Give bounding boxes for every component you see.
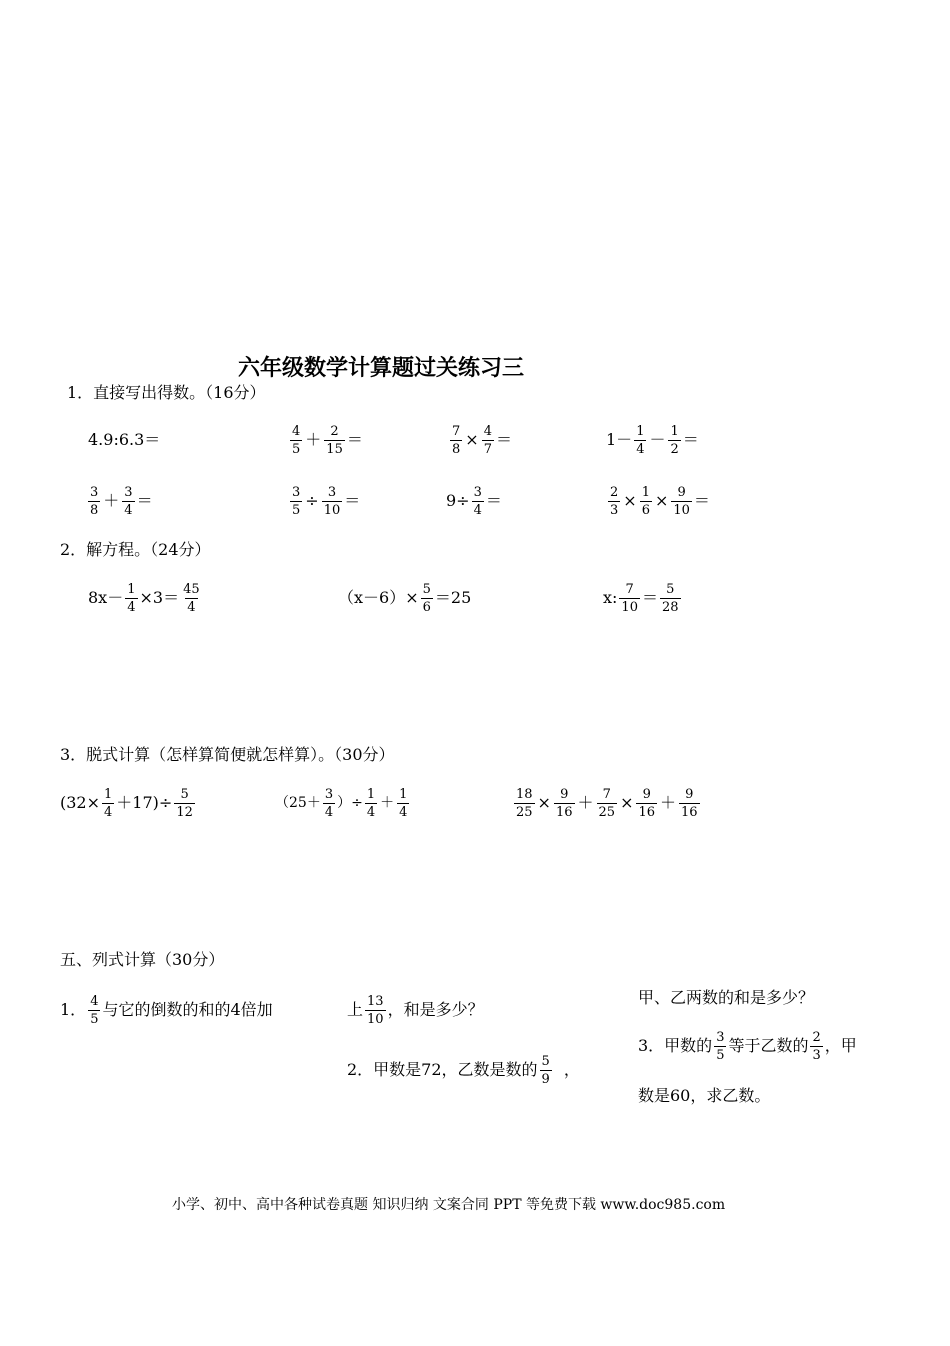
s2-eq2: （x－6）× $\frac{5}{6}$ ＝25 <box>338 581 472 615</box>
fraction: $\frac{1}{4}$ <box>366 786 376 820</box>
fraction: $\frac{4}{5}$ <box>90 993 99 1027</box>
fraction: $\frac{2}{15}$ <box>326 423 343 457</box>
fraction: $\frac{3}{4}$ <box>324 786 334 820</box>
fraction: $\frac{9}{16}$ <box>638 786 656 820</box>
s2-eq3: x: $\frac{7}{10}$ ＝ $\frac{5}{28}$ <box>603 581 679 615</box>
fraction: $\frac{1}{2}$ <box>670 423 679 457</box>
footer-text: 小学、初中、高中各种试卷真题 知识归纳 文案合同 PPT 等免费下载 www.doc985.com <box>172 1197 726 1213</box>
fraction: $\frac{9}{16}$ <box>555 786 573 820</box>
fraction: $\frac{9}{10}$ <box>673 484 690 518</box>
s3-c1: (32× $\frac{1}{4}$ ＋17)÷ $\frac{5}{12}$ <box>60 786 193 820</box>
fraction: $\frac{5}{9}$ <box>541 1053 550 1087</box>
section-2-heading: 2．解方程。（24分） <box>60 540 211 559</box>
fraction: $\frac{1}{6}$ <box>641 484 650 518</box>
fraction: $\frac{3}{5}$ <box>716 1029 725 1063</box>
s3-c3: $\frac{18}{25}$ × $\frac{9}{16}$ ＋ $\frac{7}{25}$ × $\frac{9}{16}$ ＋ $\frac{9}{16}$ <box>516 786 698 820</box>
s1-r2-e2: $\frac{3}{5}$ ÷ $\frac{3}{10}$ ＝ <box>292 484 361 518</box>
s1-r1-e1 <box>88 428 160 452</box>
fraction: $\frac{4}{7}$ <box>483 423 492 457</box>
s5-problem-3: 3．甲数的 $\frac{3}{5}$ 等于乙数的 $\frac{2}{3}$ ，甲 <box>638 1029 857 1063</box>
s5-problem-1-cont: 上 $\frac{13}{10}$ ，和是多少？ <box>347 993 484 1027</box>
fraction: $\frac{7}{8}$ <box>452 423 461 457</box>
section-1-heading: 1．直接写出得数。（16分） <box>67 383 266 402</box>
s2-eq1: 8x－ $\frac{1}{4}$ ×3＝ $\frac{45}{4}$ <box>88 581 200 615</box>
fraction: $\frac{1}{4}$ <box>127 581 136 615</box>
section-3-heading: 3．脱式计算（怎样算简便就怎样算）。（30分） <box>60 745 395 764</box>
s5-problem-2: 2．甲数是72，乙数是数的 $\frac{5}{9}$ ， <box>347 1053 580 1087</box>
fraction: $\frac{3}{8}$ <box>90 484 99 518</box>
page-title: 六年级数学计算题过关练习三 <box>238 356 525 381</box>
fraction: $\frac{5}{12}$ <box>176 786 193 820</box>
s1-r1-e3: $\frac{7}{8}$ × $\frac{4}{7}$ ＝ <box>452 423 512 457</box>
fraction: $\frac{5}{6}$ <box>422 581 431 615</box>
section-5-heading: 五、列式计算（30分） <box>60 950 225 969</box>
s3-c2: （25＋ $\frac{3}{4}$ ）÷ $\frac{1}{4}$ ＋ $\frac{1}{4}$ <box>275 786 408 820</box>
s5-problem-3-cont: 数是60，求乙数。 <box>638 1086 771 1105</box>
s1-r2-e4: $\frac{2}{3}$ × $\frac{1}{6}$ × $\frac{9}{10}$ ＝ <box>610 484 710 518</box>
fraction: $\frac{3}{10}$ <box>323 484 341 518</box>
expr-text: 4.9:6.3＝ <box>88 430 161 449</box>
fraction: $\frac{18}{25}$ <box>516 786 533 820</box>
s1-r2-e3: 9÷ $\frac{3}{4}$ ＝ <box>446 484 502 518</box>
fraction: $\frac{45}{4}$ <box>183 581 200 615</box>
fraction: $\frac{1}{4}$ <box>636 423 645 457</box>
s5-problem-1: 1． $\frac{4}{5}$ 与它的倒数的和的4倍加 <box>60 993 273 1027</box>
s1-r1-e4: 1－ $\frac{1}{4}$ － $\frac{1}{2}$ ＝ <box>606 423 699 457</box>
fraction: $\frac{2}{3}$ <box>610 484 619 518</box>
s1-r1-e2: $\frac{4}{5}$ ＋ $\frac{2}{15}$ ＝ <box>292 423 363 457</box>
fraction: $\frac{7}{10}$ <box>621 581 638 615</box>
fraction: $\frac{4}{5}$ <box>292 423 301 457</box>
fraction: $\frac{9}{16}$ <box>681 786 698 820</box>
s5-problem-2-cont: 甲、乙两数的和是多少？ <box>638 988 815 1007</box>
fraction: $\frac{3}{4}$ <box>124 484 133 518</box>
fraction: $\frac{13}{10}$ <box>367 993 384 1027</box>
s1-r2-e1: $\frac{3}{8}$ ＋ $\frac{3}{4}$ ＝ <box>90 484 153 518</box>
fraction: $\frac{1}{4}$ <box>104 786 113 820</box>
fraction: $\frac{1}{4}$ <box>399 786 408 820</box>
fraction: $\frac{7}{25}$ <box>598 786 616 820</box>
fraction: $\frac{3}{5}$ <box>292 484 301 518</box>
fraction: $\frac{5}{28}$ <box>661 581 679 615</box>
fraction: $\frac{2}{3}$ <box>812 1029 821 1063</box>
fraction: $\frac{3}{4}$ <box>473 484 482 518</box>
